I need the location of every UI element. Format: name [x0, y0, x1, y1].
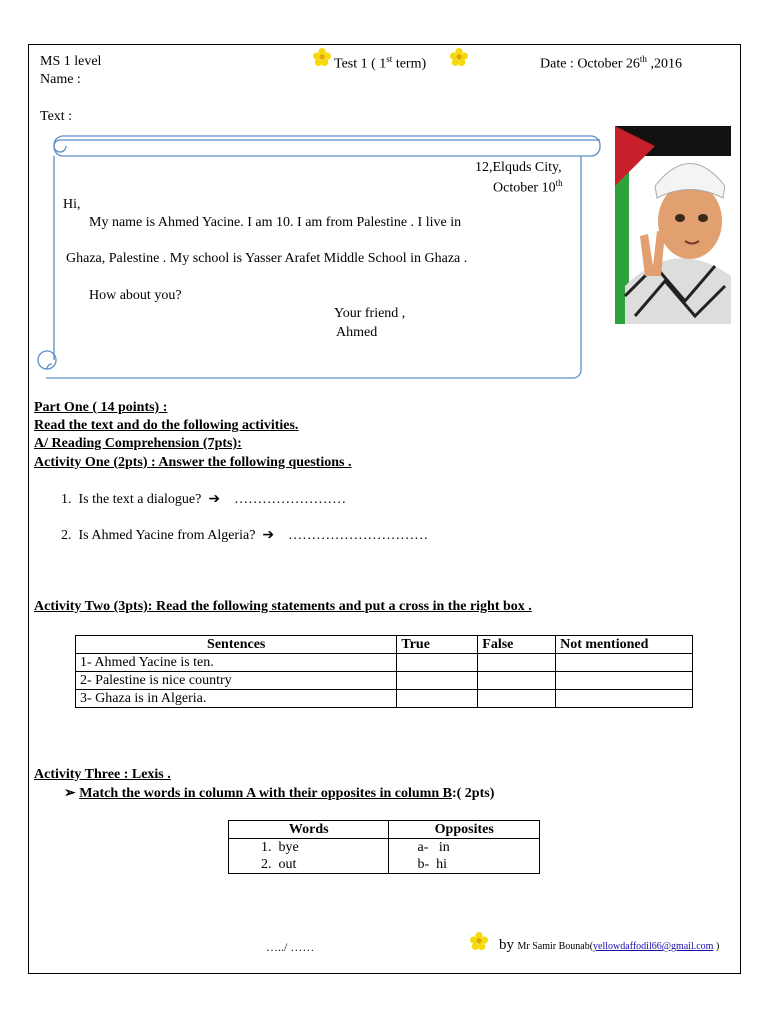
word-cell: 1. bye [229, 839, 389, 857]
flower-icon [313, 48, 331, 66]
table-header: Opposites [389, 821, 540, 839]
letter-body-line2: Ghaza, Palestine . My school is Yasser Arafet Middle School in Ghaza . [66, 251, 468, 266]
true-box[interactable] [397, 654, 478, 672]
opposite-cell: a- in [389, 839, 540, 857]
false-box[interactable] [478, 690, 556, 708]
letter-signature: Ahmed [336, 325, 378, 340]
word-cell: 2. out [229, 856, 389, 874]
sentence-cell: 3- Ghaza is in Algeria. [76, 690, 397, 708]
table-header: Sentences [76, 636, 397, 654]
not-mentioned-box[interactable] [556, 654, 693, 672]
arrow-icon: ➔ [262, 528, 275, 543]
letter-closing: Your friend , [334, 306, 406, 321]
letter-address-line2: October 10th [493, 178, 563, 196]
test-date: Date : October 26th ,2016 [540, 54, 682, 72]
table-header-row [229, 821, 540, 839]
answer-blank[interactable]: ………………………… [288, 528, 429, 543]
part-one-title: Part One ( 14 points) : [34, 400, 168, 415]
child-photo [615, 126, 731, 324]
test-title: Test 1 ( 1st term) [334, 54, 427, 72]
answer-blank[interactable]: …………………… [234, 492, 347, 507]
sentence-cell: 1- Ahmed Yacine is ten. [76, 654, 397, 672]
not-mentioned-box[interactable] [556, 672, 693, 690]
letter-greeting: Hi, [63, 197, 81, 212]
letter-body-line3: How about you? [89, 288, 182, 303]
activity-three-title: Activity Three : Lexis . [34, 767, 171, 782]
table-row [76, 654, 693, 672]
letter-address-line1: 12,Elquds City, [475, 160, 562, 175]
table-header: True [397, 636, 478, 654]
not-mentioned-box[interactable] [556, 690, 693, 708]
flower-icon [450, 48, 468, 66]
activity-one-title: Activity One (2pts) : Answer the following questions . [34, 455, 352, 470]
arrow-icon: ➔ [208, 492, 221, 507]
author-credit: by Mr Samir Bounab(yellowdaffodil66@gmail.com ) [499, 937, 720, 953]
table-row [76, 690, 693, 708]
section-a-title: A/ Reading Comprehension (7pts): [34, 436, 242, 451]
table-header: Not mentioned [556, 636, 693, 654]
name-label: Name : [40, 72, 81, 87]
part-one-instruction: Read the text and do the following activities. [34, 418, 299, 433]
false-box[interactable] [478, 654, 556, 672]
table-header: Words [229, 821, 389, 839]
opposite-cell: b- hi [389, 856, 540, 874]
activity-two-title: Activity Two (3pts): Read the following statements and put a cross in the right box . [34, 599, 532, 614]
flower-icon [470, 932, 488, 950]
table-row [229, 856, 540, 874]
table-header-row [76, 636, 693, 654]
question-2: 2. Is Ahmed Yacine from Algeria? ➔ ………………………… [61, 528, 429, 543]
level-label: MS 1 level [40, 54, 102, 69]
true-box[interactable] [397, 672, 478, 690]
letter-body-line1: My name is Ahmed Yacine. I am 10. I am from Palestine . I live in [89, 215, 462, 230]
score-field: …../ …… [266, 940, 315, 954]
true-false-table [75, 635, 693, 708]
table-row [229, 839, 540, 857]
sentence-cell: 2- Palestine is nice country [76, 672, 397, 690]
table-row [76, 672, 693, 690]
matching-table [228, 820, 540, 874]
activity-three-instruction: ➢ Match the words in column A with their opposites in column B:( 2pts) [64, 786, 495, 801]
table-header: False [478, 636, 556, 654]
bullet-arrow-icon: ➢ [64, 786, 76, 801]
text-label: Text : [40, 109, 73, 124]
author-email-link[interactable]: yellowdaffodil66@gmail.com [593, 941, 714, 952]
true-box[interactable] [397, 690, 478, 708]
question-1: 1. Is the text a dialogue? ➔ …………………… [61, 492, 347, 507]
false-box[interactable] [478, 672, 556, 690]
